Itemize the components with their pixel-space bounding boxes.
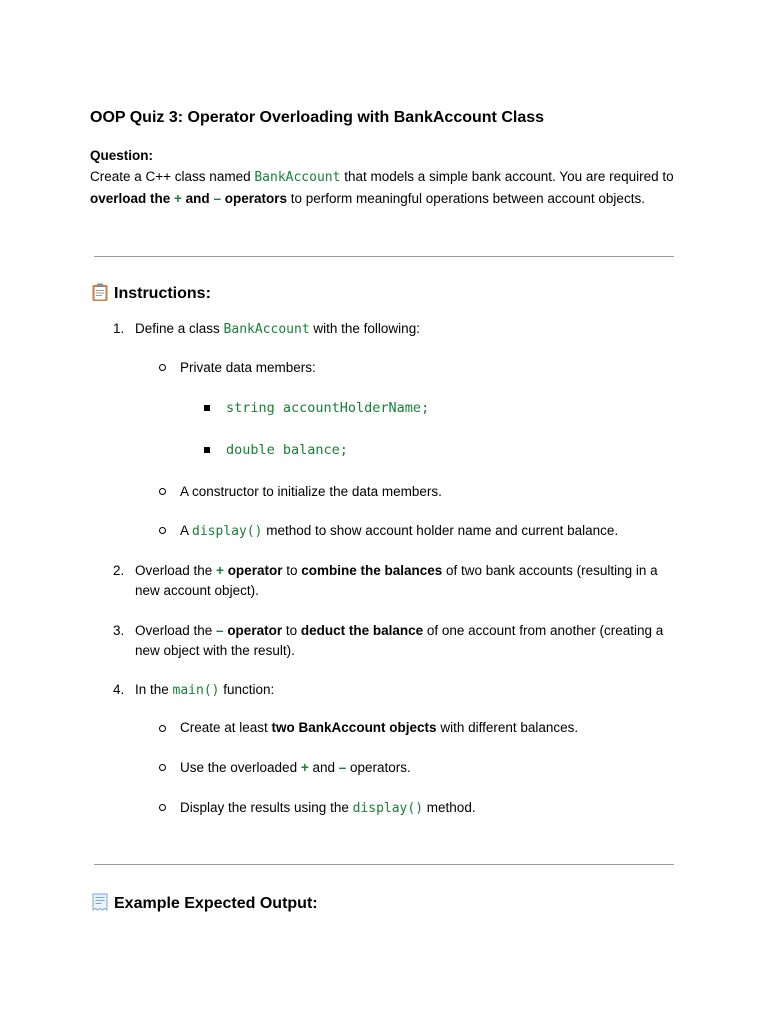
list-number-3: 3. [113, 623, 125, 638]
create-text-1: Create at least [180, 720, 272, 735]
hollow-bullet [159, 527, 166, 534]
sub-item-create-objects [180, 718, 578, 738]
question-bold-3: operators [220, 190, 287, 206]
item1-text-2: with the following: [309, 321, 420, 336]
create-bold: two BankAccount objects [271, 720, 437, 735]
display-text-2: method to show account holder name and current balance. [262, 523, 619, 538]
hollow-bullet [159, 764, 166, 771]
hollow-bullet [159, 488, 166, 495]
list-item-1 [135, 319, 420, 340]
item3-text-3: of one account from another (creating a new object with the result). [135, 623, 664, 658]
item3-text-1: Overload the [135, 623, 217, 638]
use-text-2: and [308, 760, 339, 775]
square-bullet [204, 405, 210, 411]
list-item-4 [135, 680, 274, 701]
list-number-2: 2. [113, 563, 125, 578]
main-code: main() [172, 683, 220, 698]
display-code: display() [192, 524, 263, 539]
minus-operator: – [213, 190, 221, 206]
item2-operator: + [216, 563, 224, 578]
results-text-1: Display the results using the [180, 800, 353, 815]
code-member-name: string accountHolderName; [226, 400, 430, 416]
sub-item-display-results [180, 798, 476, 819]
item4-text-1: In the [135, 682, 173, 697]
code-member-balance: double balance; [226, 442, 348, 458]
item3-bold-1: operator [223, 623, 283, 638]
item1-code: BankAccount [223, 322, 310, 337]
item3-text-2: to [282, 623, 301, 638]
instructions-heading-text: Instructions: [114, 285, 211, 302]
item2-text-2: to [282, 563, 302, 578]
question-bold-2: and [181, 190, 214, 206]
list-item-2 [135, 561, 680, 601]
item2-text-1: Overload the [135, 563, 217, 578]
question-text-2: that models a simple bank account. You are required to [340, 169, 674, 184]
list-number-4: 4. [113, 682, 125, 697]
use-minus: – [338, 760, 347, 775]
item2-bold-1: operator [223, 563, 283, 578]
use-text-1: Use the overloaded [180, 760, 301, 775]
sub-item-use-operators [180, 758, 411, 778]
page-title: OOP Quiz 3: Operator Overloading with BankAccount Class [90, 109, 545, 126]
use-plus: + [300, 760, 309, 775]
results-code: display() [352, 801, 424, 816]
item2-text-3: of two bank accounts (resulting in a new account object). [135, 563, 658, 598]
question-bold-1: overload the [90, 190, 175, 206]
display-text-1: A [180, 523, 193, 538]
clipboard-icon [90, 282, 110, 302]
item2-bold-2: combine the balances [301, 563, 443, 578]
list-item-3 [135, 621, 683, 661]
item1-text-1: Define a class [135, 321, 224, 336]
output-heading [90, 892, 318, 913]
plus-operator: + [174, 190, 182, 206]
square-bullet [204, 447, 210, 453]
list-number-1: 1. [113, 321, 125, 336]
item3-operator: – [216, 623, 224, 638]
hollow-bullet [159, 364, 166, 371]
hollow-bullet [159, 725, 166, 732]
question-label: Question: [90, 148, 153, 163]
receipt-icon [90, 892, 110, 912]
question-text [90, 167, 685, 209]
item4-text-2: function: [219, 682, 275, 697]
sub-item-private-members: Private data members: [180, 360, 316, 375]
use-text-3: operators. [346, 760, 411, 775]
hollow-bullet [159, 804, 166, 811]
sub-item-display [180, 521, 618, 542]
item3-bold-2: deduct the balance [300, 623, 424, 638]
question-text-3: to perform meaningful operations between account objects. [286, 190, 645, 206]
instructions-heading [90, 282, 211, 303]
create-text-2: with different balances. [436, 720, 579, 735]
results-text-2: method. [423, 800, 476, 815]
question-text-1: Create a C++ class named [90, 169, 255, 184]
sub-item-constructor: A constructor to initialize the data members. [180, 484, 442, 499]
output-heading-text: Example Expected Output: [114, 895, 318, 912]
class-name-code: BankAccount [254, 170, 341, 185]
divider [94, 256, 674, 257]
divider [94, 864, 674, 865]
